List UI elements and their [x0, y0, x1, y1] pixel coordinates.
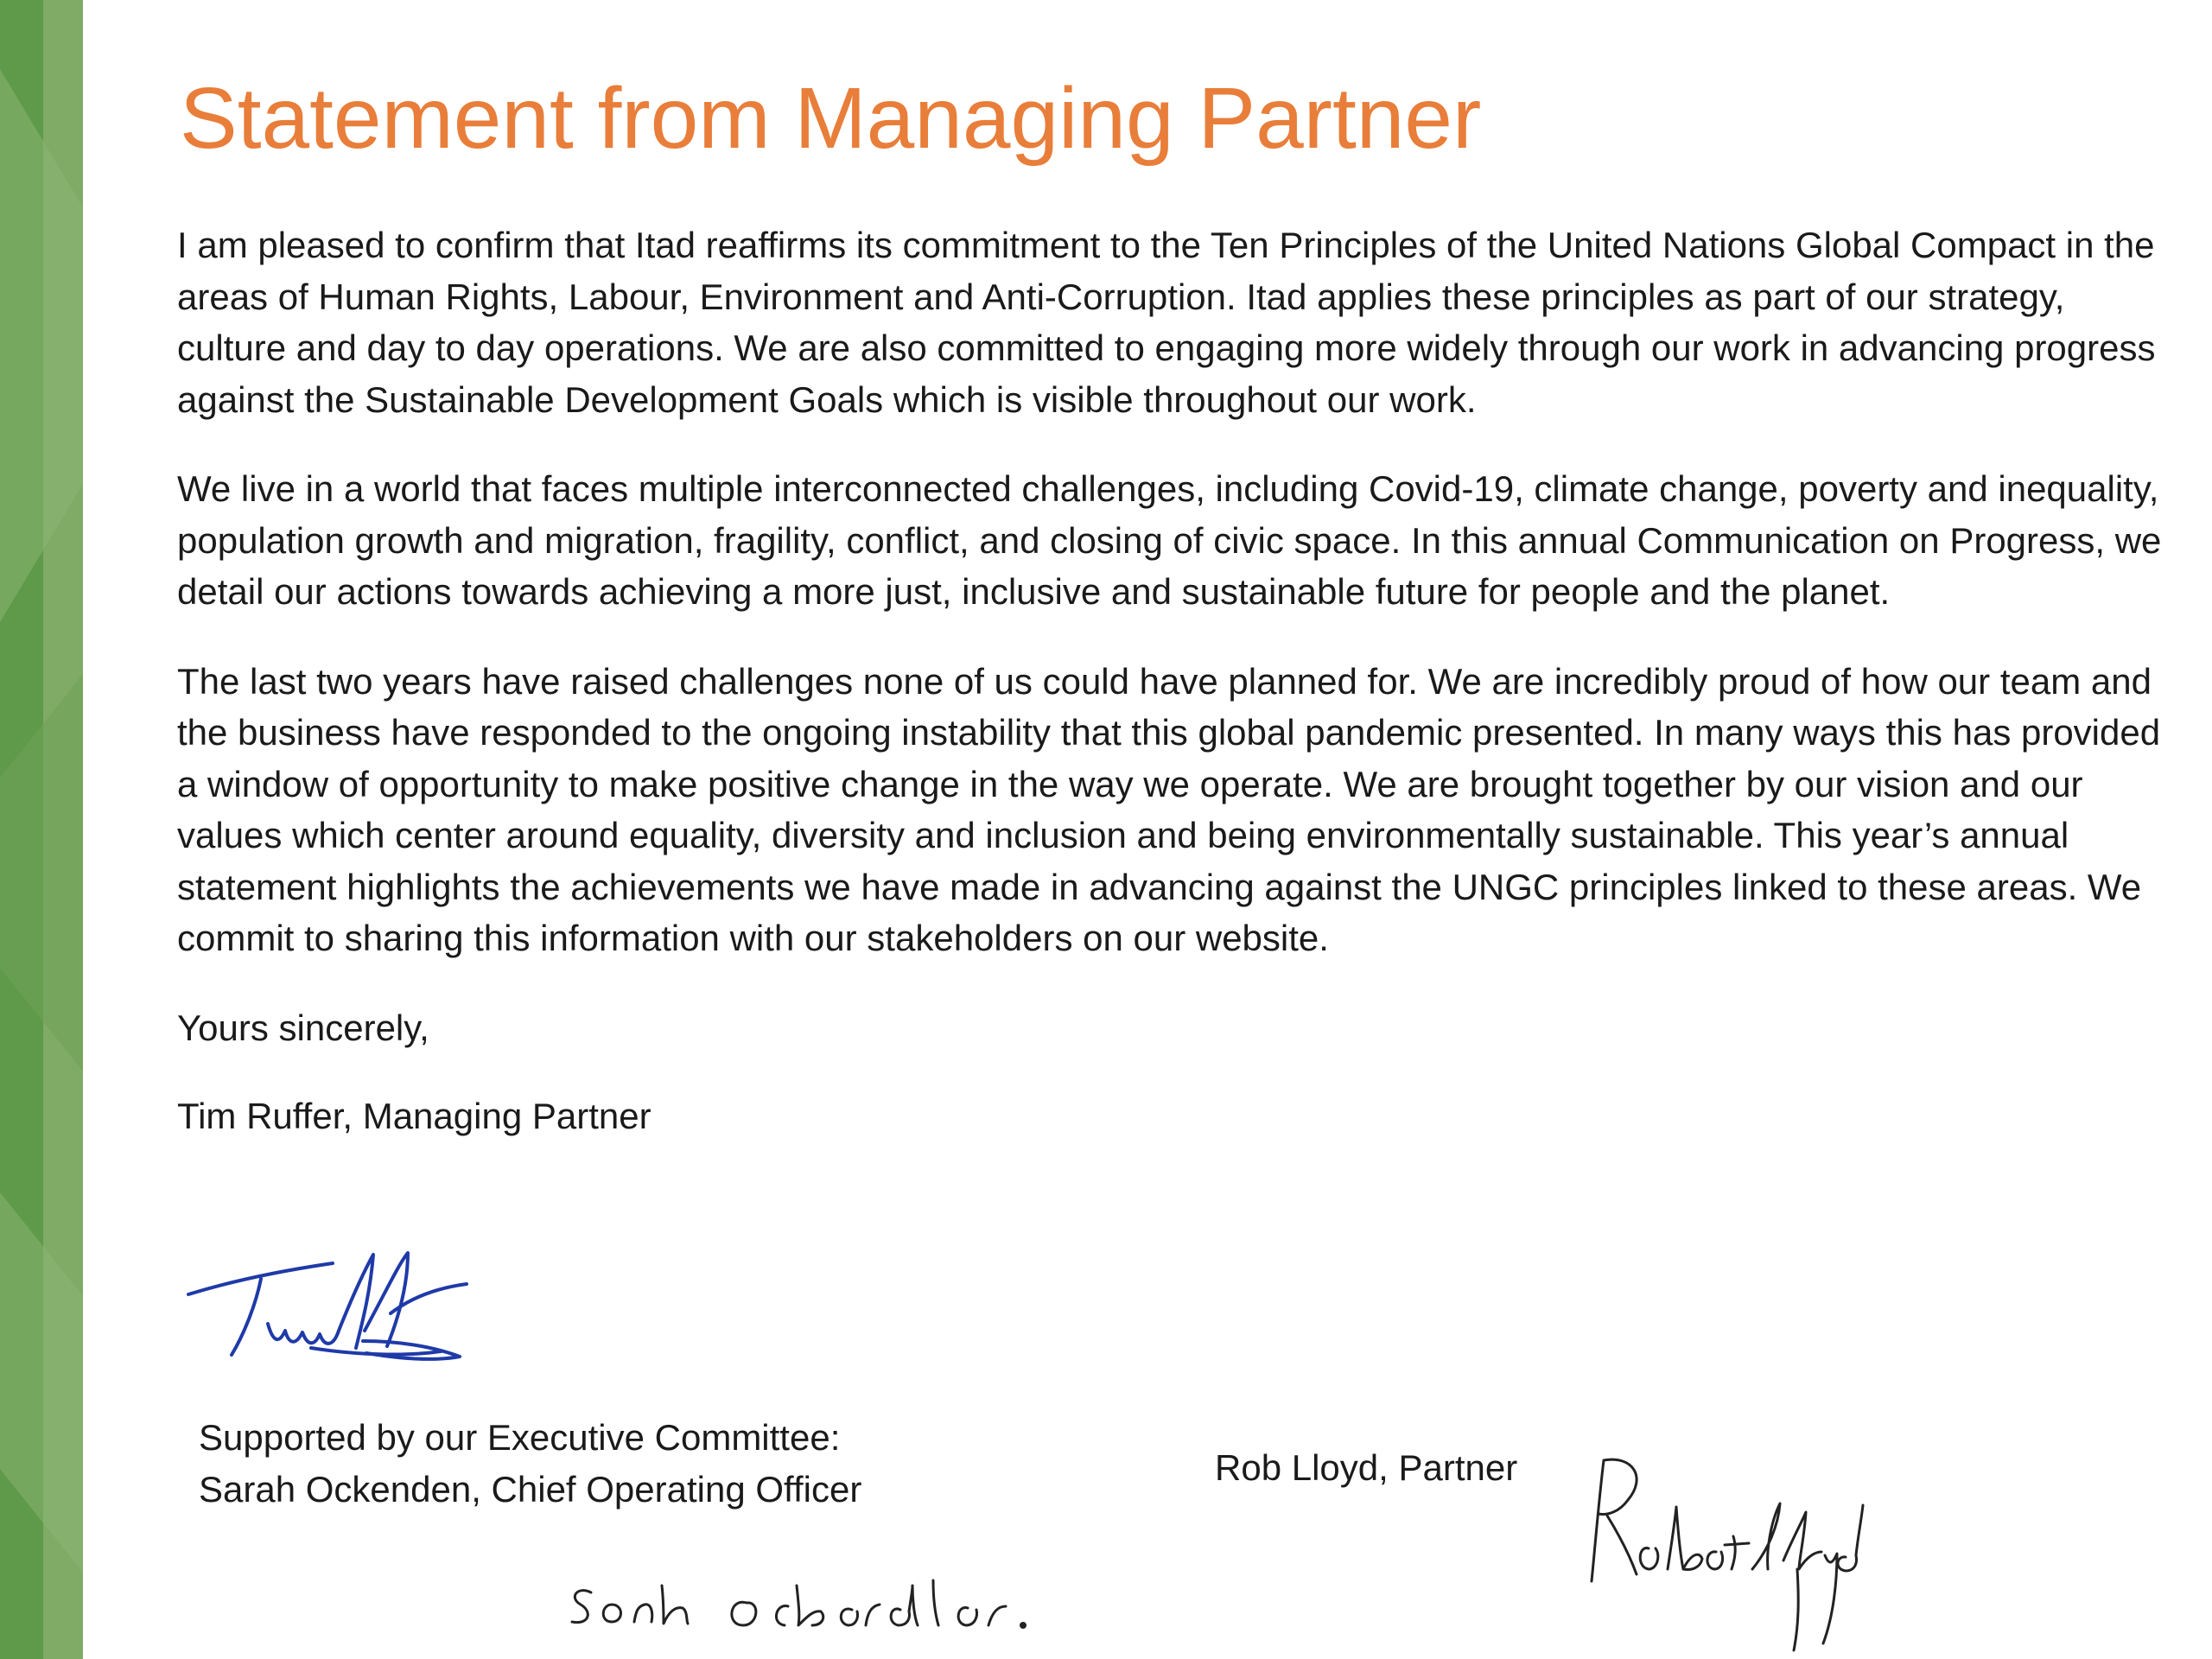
committee-intro: Supported by our Executive Committee:: [199, 1417, 841, 1458]
partner-name: Rob Lloyd, Partner: [1215, 1447, 1518, 1488]
side-band-shapes: [0, 0, 83, 1659]
signer-name: Tim Ruffer, Managing Partner: [177, 1096, 652, 1136]
page-title: Statement from Managing Partner: [180, 70, 1482, 167]
statement-body: [177, 219, 2173, 1142]
paragraph-pandemic: The last two years have raised challenges none of us could have planned for. We are incredibly proud of how our team and the business have responded to the ongoing instability that this global pandemic presented. In many ways this has provided a window of opportunity to make positive change in the way we operate. We are brought together by our vision and our values which center around equality, diversity and inclusion and being environmentally sustainable. This year’s annual statement highlights the achievements we have made in advancing against the UNGC principles linked to these areas. We commit to sharing this information with our stakeholders on our website.: [177, 660, 2161, 958]
closing-salutation: Yours sincerely,: [177, 1007, 429, 1048]
signature-sarah-ockenden: [562, 1560, 1028, 1637]
committee-member: Sarah Ockenden, Chief Operating Officer: [199, 1468, 862, 1510]
signature-rob-lloyd: [1573, 1443, 1884, 1659]
paragraph-commitment: I am pleased to confirm that Itad reaffirms its commitment to the Ten Principles of the United Nations Global Compact in the areas of Human Rights, Labour, Environment and Anti-Corruption. Itad applies these principles as part of our strategy, culture and day to day operations. We are also committed to engaging more widely through our work in advancing progress against the Sustainable Development Goals which is visible throughout our work.: [177, 225, 2156, 420]
executive-committee-block: [199, 1412, 861, 1515]
paragraph-challenges: We live in a world that faces multiple interconnected challenges, including Covid-19, climate change, poverty and inequality, population growth and migration, fragility, conflict, and closing of civic space. In this annual Communication on Progress, we detail our actions towards achieving a more just, inclusive and sustainable future for people and the planet.: [177, 468, 2162, 612]
signature-tim-ruffer: [181, 1244, 493, 1374]
decorative-side-band: [0, 0, 83, 1659]
